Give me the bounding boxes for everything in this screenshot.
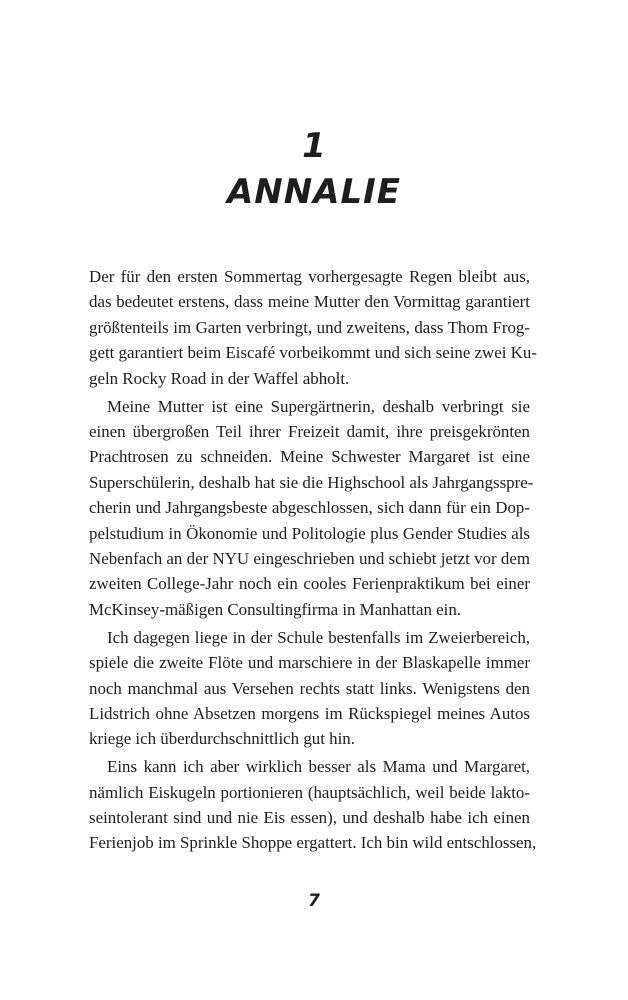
paragraph <box>89 394 534 623</box>
text-line: Ich dagegen liege in der Schule bestenfalls im Zweierbereich, <box>107 627 530 647</box>
text-line: Der für den ersten Sommertag vorhergesagte Regen bleibt aus, <box>89 267 530 286</box>
paragraph <box>89 625 530 752</box>
text-line: nämlich Eiskugeln portionieren (hauptsächlich, weil beide lakto- <box>89 782 530 802</box>
paragraph <box>89 264 537 391</box>
text-line: Ferienjob im Sprinkle Shoppe ergattert. Ich bin wild entschlossen, <box>89 833 537 853</box>
text-line: spiele die zweite Flöte und marschiere in der Blaskapelle immer <box>89 653 530 673</box>
text-line: cherin und Jahrgangsbeste abgeschlossen, sich dann für ein Dop- <box>89 498 530 518</box>
text-line: gett garantiert beim Eiscafé vorbeikommt und sich seine zwei Ku- <box>89 343 537 363</box>
chapter-number: 1 <box>302 126 326 166</box>
text-line: größtenteils im Garten verbringt, und zweitens, dass Thom Frog- <box>89 317 530 337</box>
body-text <box>89 264 537 856</box>
text-line: geln Rocky Road in der Waffel abholt. <box>89 368 350 388</box>
text-line: McKinsey-mäßigen Consultingfirma in Manhattan ein. <box>89 599 461 619</box>
text-line: noch manchmal aus Versehen rechts statt links. Wenigstens den <box>89 678 530 698</box>
text-line: kriege ich überdurchschnittlich gut hin. <box>89 729 355 749</box>
text-line: seintolerant sind und nie Eis essen), und deshalb habe ich einen <box>89 808 530 828</box>
text-line: Superschülerin, deshalb hat sie die Highschool als Jahrgangsspre- <box>89 472 534 492</box>
text-line: einen übergroßen Teil ihrer Freizeit damit, ihre preisgekrönten <box>89 421 530 441</box>
text-line: zweiten College-Jahr noch ein cooles Ferienpraktikum bei einer <box>89 574 530 594</box>
text-line: Lidstrich ohne Absetzen morgens im Rückspiegel meines Autos <box>89 703 530 723</box>
page-number: 7 <box>308 891 320 911</box>
chapter-title: ANNALIE <box>226 172 402 212</box>
text-line: pelstudium in Ökonomie und Politologie plus Gender Studies als <box>89 523 530 543</box>
text-line: Prachtrosen zu schneiden. Meine Schwester Margaret ist eine <box>89 447 530 467</box>
text-line: Meine Mutter ist eine Supergärtnerin, deshalb verbringt sie <box>107 396 530 416</box>
paragraph <box>89 754 537 856</box>
text-line: das bedeutet erstens, dass meine Mutter den Vormittag garantiert <box>89 292 530 312</box>
text-line: Eins kann ich aber wirklich besser als Mama und Margaret, <box>107 757 530 777</box>
text-line: Nebenfach an der NYU eingeschrieben und schiebt jetzt vor dem <box>89 548 530 568</box>
